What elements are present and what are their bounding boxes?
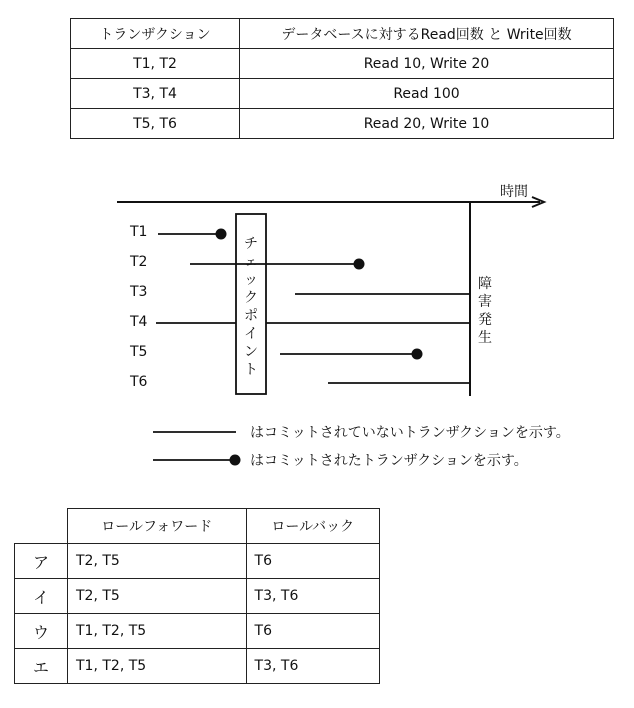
rollback-cell: T3, T6 xyxy=(246,649,379,684)
table-cell: T1, T2 xyxy=(71,49,240,79)
table-row xyxy=(71,49,614,79)
rollback-cell: T3, T6 xyxy=(246,579,379,614)
column-header-rollback: ロールバック xyxy=(246,509,379,544)
table-header-row xyxy=(71,19,614,49)
transaction-label-t1: T1 xyxy=(130,224,148,240)
table-header-row xyxy=(15,509,380,544)
table-cell: Read 20, Write 10 xyxy=(240,109,614,139)
roll-forward-cell: T2, T5 xyxy=(68,579,247,614)
transaction-lines xyxy=(129,224,470,390)
roll-forward-cell: T2, T5 xyxy=(68,544,247,579)
roll-forward-cell: T1, T2, T5 xyxy=(68,614,247,649)
choice-label: ア xyxy=(15,544,68,579)
table-row xyxy=(71,109,614,139)
choice-label: イ xyxy=(15,579,68,614)
table-cell: T5, T6 xyxy=(71,109,240,139)
transaction-label-t6: T6 xyxy=(130,374,148,390)
legend-committed-text: はコミットされたトランザクションを示す。 xyxy=(250,453,528,469)
rollback-cell: T6 xyxy=(246,544,379,579)
roll-forward-cell: T1, T2, T5 xyxy=(68,649,247,684)
table-cell: T3, T4 xyxy=(71,79,240,109)
choice-label: エ xyxy=(15,649,68,684)
table-row xyxy=(15,544,380,579)
table-row xyxy=(15,649,380,684)
table-row xyxy=(71,79,614,109)
legend-commit-dot xyxy=(230,455,241,466)
commit-dot-t2 xyxy=(354,259,365,270)
transaction-io-table xyxy=(70,18,614,139)
table-row xyxy=(15,614,380,649)
transaction-label-t2: T2 xyxy=(130,254,148,270)
column-header-roll-forward: ロールフォワード xyxy=(68,509,247,544)
commit-dot-t1 xyxy=(216,229,227,240)
time-axis-label: 時間 xyxy=(500,184,528,200)
answer-choices-table xyxy=(14,508,380,684)
failure-label: 障害発生 xyxy=(478,276,492,346)
table-cell: Read 10, Write 20 xyxy=(240,49,614,79)
transaction-label-t4: T4 xyxy=(130,314,148,330)
column-header-read-write-count: データベースに対するRead回数 と Write回数 xyxy=(240,19,614,49)
checkpoint-label: チェックポイント xyxy=(244,236,258,378)
legend xyxy=(153,425,570,469)
rollback-cell: T6 xyxy=(246,614,379,649)
column-header-transaction: トランザクション xyxy=(71,19,240,49)
table-cell: Read 100 xyxy=(240,79,614,109)
corner-cell xyxy=(15,509,68,544)
transaction-timeline-diagram xyxy=(0,170,634,500)
table-row xyxy=(15,579,380,614)
commit-dot-t5 xyxy=(412,349,423,360)
transaction-label-t3: T3 xyxy=(130,284,148,300)
transaction-label-t5: T5 xyxy=(130,344,148,360)
choice-label: ウ xyxy=(15,614,68,649)
legend-uncommitted-text: はコミットされていないトランザクションを示す。 xyxy=(250,425,570,441)
